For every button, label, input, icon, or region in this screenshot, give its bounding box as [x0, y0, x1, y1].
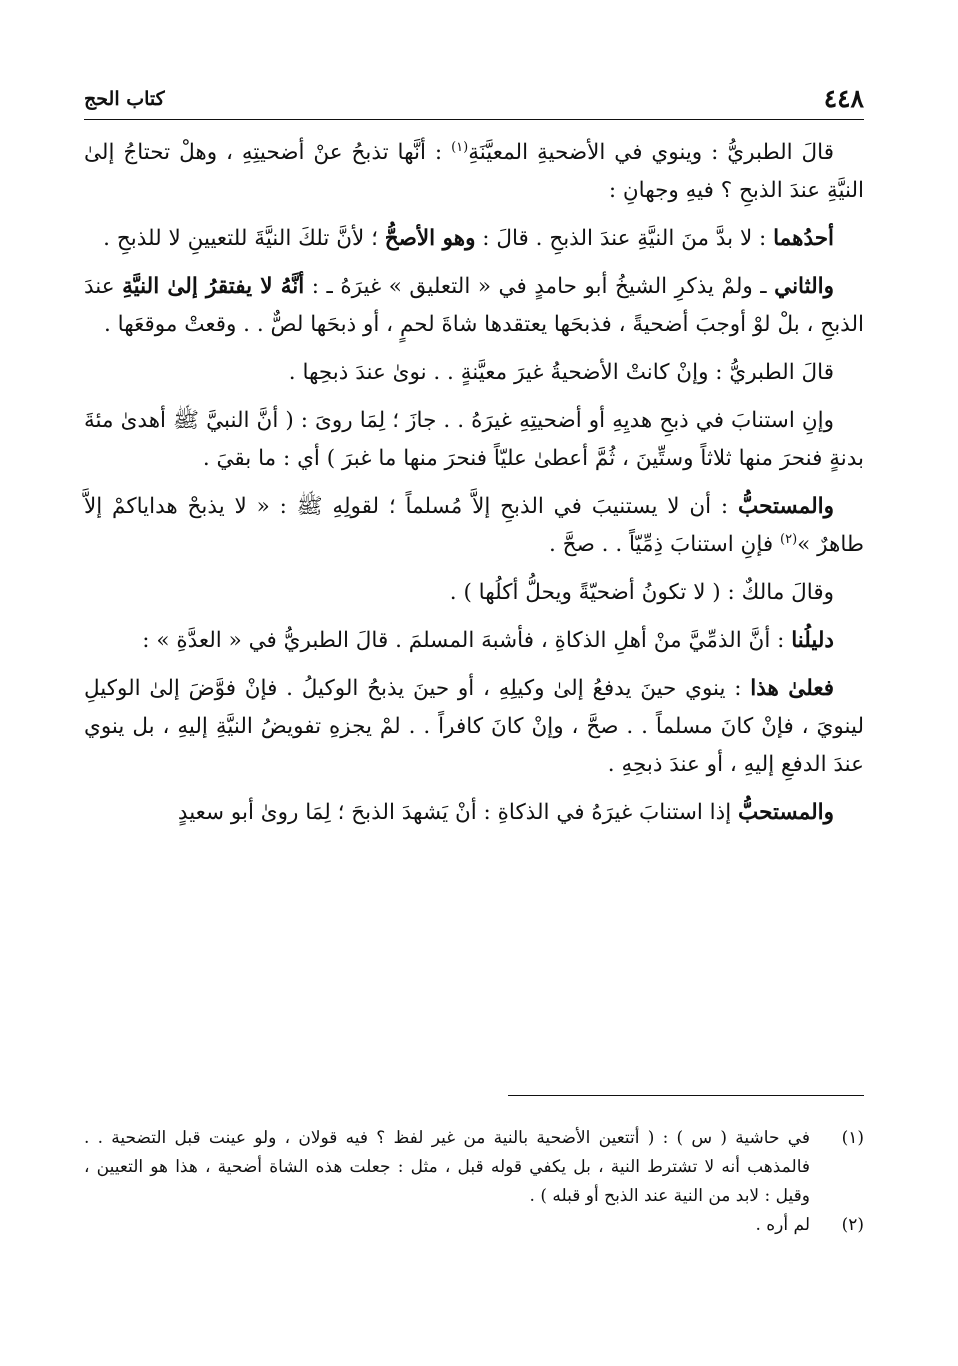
paragraph-lead: دليلُنا: [791, 628, 834, 653]
paragraph: وقالَ مالكٌ : ( لا تكونُ أضحيّةً ويحلُّ أكلُها ) .: [449, 580, 834, 605]
paragraph: وإنِ استنابَ في ذبحِ هديِهِ أو أضحيتِهِ غيرَهُ . . جازَ ؛ لِمَا روىَ : ( أنَّ النبيَّ ﷺ أهدىٰ مئةَ بدنةٍ فنحرَ منها ثلاثاً وستِّينَ ، ثُمَّ أعطىٰ عليّاً فنحرَ منها ما غبرَ ) أي : ما بقيَ .: [84, 408, 864, 471]
paragraph-lead: فعلىٰ هذا: [750, 676, 834, 701]
main-text: [84, 134, 864, 842]
paragraph: قالَ الطبريُّ : وينوي في الأضحيةِ المعيَّنَةِ$^{(١)}$ : أنَّها تذبحُ عنْ أضحيتِهِ ، وهلْ تحتاجُ إلىٰ النيَّةِ عندَ الذبحِ ؟ فيهِ وجهانِ :: [84, 139, 864, 203]
running-title: كتاب الحج: [84, 88, 165, 110]
paragraph: أحدُهما : لا بدَّ منَ النيَّةِ عندَ الذبحِ . قالَ : وهو الأصحُّ ؛ لأنَّ تلكَ النيَّةَ للتعيينِ لا للذبحِ .: [103, 226, 834, 251]
footnote-text: في حاشية ( س ) : ( أتتعين الأضحية بالنية من غير لفظ ؟ فيه قولان ، ولو عينت قبل التضحية . . فالمذهب أنه لا تشترط النية ، بل يكفي قوله قبل ، مثل : جعلت هذه الشاة أضحية ، هذا هو التعيين ، وقيل : لابد من النية عند الذبح أو قبله ) .: [84, 1128, 810, 1206]
footnote: [84, 1211, 864, 1240]
header-rule: [84, 119, 864, 120]
footnote: [84, 1124, 864, 1211]
footnote-ref: (١): [451, 139, 469, 155]
paragraph-lead: والمستحبُّ: [738, 494, 834, 519]
page-number: ٤٤٨: [823, 84, 864, 113]
paragraph-lead: والمستحبُّ: [738, 800, 834, 825]
paragraph: والثاني ـ ولمْ يذكرِ الشيخُ أبو حامدٍ في « التعليق » غيرَهُ ـ : أنَّهُ لا يفتقرُ إلىٰ النيَّةِ عندَ الذبحِ ، بلْ لوْ أوجبَ أضحيةً ، فذبحَها يعتقدها شاةَ لحمٍ ، أو ذبحَها لصٌّ . . وقعتْ موقعَها .: [84, 274, 864, 337]
footnote-ref: (٢): [780, 531, 798, 547]
paragraph-lead: والثاني: [774, 274, 835, 299]
paragraph: فعلىٰ هذا : ينوي حينَ يدفعُ إلىٰ وكيلِهِ ، أو حينَ يذبحُ الوكيلُ . فإنْ فوَّضَ إلىٰ الوكيلِ لينويَ ، فإنْ كانَ مسلماً . . صحَّ ، وإنْ كانَ كافراً . . لمْ يجزهِ تفويضُ النيَّةِ إليهِ ، بل ينوي عندَ الدفعِ إليهِ ، أو عندَ ذبحِهِ .: [84, 676, 864, 777]
footnotes: [84, 1124, 864, 1240]
paragraph: قالَ الطبريُّ : وإنْ كانتْ الأضحيةُ غيرَ معيَّنةٍ . . نوىٰ عندَ ذبحِها .: [288, 360, 834, 385]
paragraph-lead: أحدُهما: [773, 226, 834, 251]
footnote-rule: [508, 1095, 864, 1096]
paragraph: دليلُنا : أنَّ الذمِّيَّ منْ أهلِ الذكاةِ ، فأشبهَ المسلمَ . قالَ الطبريُّ في « العدَّةِ » :: [142, 628, 834, 653]
footnote-text: لم أره .: [755, 1215, 810, 1235]
paragraph: والمستحبُّ إذا استنابَ غيرَهُ في الذكاةِ : أنْ يَشهدَ الذبحَ ؛ لِمَا روىٰ أبو سعيدٍ: [177, 800, 834, 825]
footnote-number: (٢): [841, 1215, 864, 1235]
footnote-number: (١): [841, 1128, 864, 1148]
page-header: [84, 82, 864, 118]
paragraph: والمستحبُّ : أن لا يستنيبَ في الذبحِ إلاَّ مُسلماً ؛ لقولِهِ ﷺ : « لا يذبحْ هداياكمْ إلاَّ طاهرٌ »$^{(٢)}$ فإنِ استنابَ ذِمِّيّاً . . صحَّ .: [84, 494, 864, 557]
